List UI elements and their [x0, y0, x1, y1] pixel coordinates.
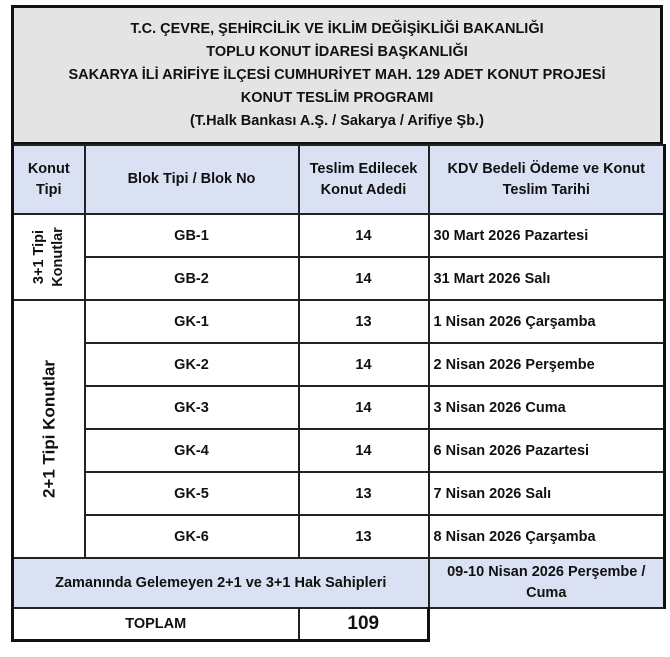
- table-row: [13, 300, 665, 343]
- total-empty: [429, 608, 665, 641]
- late-date-line2: Cuma: [526, 585, 567, 601]
- cell-tarih: 7 Nisan 2026 Salı: [429, 472, 665, 515]
- cell-adet: 13: [299, 472, 429, 515]
- cell-blok: GB-2: [85, 257, 299, 300]
- cell-tarih: 1 Nisan 2026 Çarşamba: [429, 300, 665, 343]
- title-line-ministry: T.C. ÇEVRE, ŞEHİRCİLİK VE İKLİM DEĞİŞİKLİĞİ BAKANLIĞI: [130, 20, 544, 37]
- cell-blok: GK-2: [85, 343, 299, 386]
- group-label-line: Konutlar: [49, 227, 66, 287]
- total-value: 109: [299, 608, 429, 641]
- cell-adet: 13: [299, 515, 429, 558]
- table-row: [13, 429, 665, 472]
- cell-blok: GK-5: [85, 472, 299, 515]
- header-tarih-line2: Teslim Tarihi: [502, 181, 590, 198]
- header-konut-tipi-line2: Tipi: [35, 181, 62, 198]
- title-line-program: KONUT TESLİM PROGRAMI: [240, 89, 434, 106]
- group-label-line: 3+1 Tipi: [30, 229, 47, 285]
- header-konut-tipi: [13, 145, 85, 214]
- schedule-table: [11, 144, 666, 642]
- header-adet: [299, 145, 429, 214]
- cell-adet: 14: [299, 386, 429, 429]
- group-label-2plus1: [13, 300, 85, 558]
- header-adet-line2: Konut Adedi: [320, 181, 407, 198]
- cell-blok: GK-6: [85, 515, 299, 558]
- cell-blok: GK-4: [85, 429, 299, 472]
- group-label-2plus1-text: [39, 360, 58, 498]
- title-block: [11, 5, 663, 144]
- group-label-3plus1: [13, 214, 85, 300]
- late-claimants-label: Zamanında Gelemeyen 2+1 ve 3+1 Hak Sahipleri: [13, 558, 429, 608]
- header-row: [13, 145, 665, 214]
- title-line-bank: (T.Halk Bankası A.Ş. / Sakarya / Arifiye Şb.): [190, 112, 484, 129]
- cell-blok: GB-1: [85, 214, 299, 257]
- table-row: [13, 386, 665, 429]
- cell-tarih: 30 Mart 2026 Pazartesi: [429, 214, 665, 257]
- header-konut-tipi-line1: Konut: [27, 160, 70, 177]
- header-adet-line1: Teslim Edilecek: [309, 160, 418, 177]
- table-row: [13, 257, 665, 300]
- delivery-schedule-sheet: [11, 5, 663, 642]
- total-label: TOPLAM: [13, 608, 299, 641]
- table-row: [13, 343, 665, 386]
- cell-adet: 14: [299, 343, 429, 386]
- cell-blok: GK-1: [85, 300, 299, 343]
- group-label-line: 2+1 Tipi Konutlar: [39, 359, 59, 499]
- late-claimants-date: [429, 558, 665, 608]
- cell-adet: 13: [299, 300, 429, 343]
- late-claimants-row: [13, 558, 665, 608]
- cell-tarih: 8 Nisan 2026 Çarşamba: [429, 515, 665, 558]
- cell-adet: 14: [299, 257, 429, 300]
- cell-tarih: 3 Nisan 2026 Cuma: [429, 386, 665, 429]
- header-tarih-line1: KDV Bedeli Ödeme ve Konut: [447, 160, 645, 177]
- cell-blok: GK-3: [85, 386, 299, 429]
- title-line-project: SAKARYA İLİ ARİFİYE İLÇESİ CUMHURİYET MAH. 129 ADET KONUT PROJESİ: [68, 66, 606, 83]
- cell-tarih: 6 Nisan 2026 Pazartesi: [429, 429, 665, 472]
- group-label-3plus1-text: [30, 227, 68, 287]
- total-row: [13, 608, 665, 641]
- header-tarih: [429, 145, 665, 214]
- header-blok: Blok Tipi / Blok No: [85, 145, 299, 214]
- cell-adet: 14: [299, 429, 429, 472]
- cell-tarih: 31 Mart 2026 Salı: [429, 257, 665, 300]
- cell-adet: 14: [299, 214, 429, 257]
- cell-tarih: 2 Nisan 2026 Perşembe: [429, 343, 665, 386]
- table-row: [13, 472, 665, 515]
- table-row: [13, 214, 665, 257]
- table-row: [13, 515, 665, 558]
- late-date-line1: 09-10 Nisan 2026 Perşembe /: [447, 564, 646, 580]
- title-line-toki: TOPLU KONUT İDARESİ BAŞKANLIĞI: [206, 43, 468, 60]
